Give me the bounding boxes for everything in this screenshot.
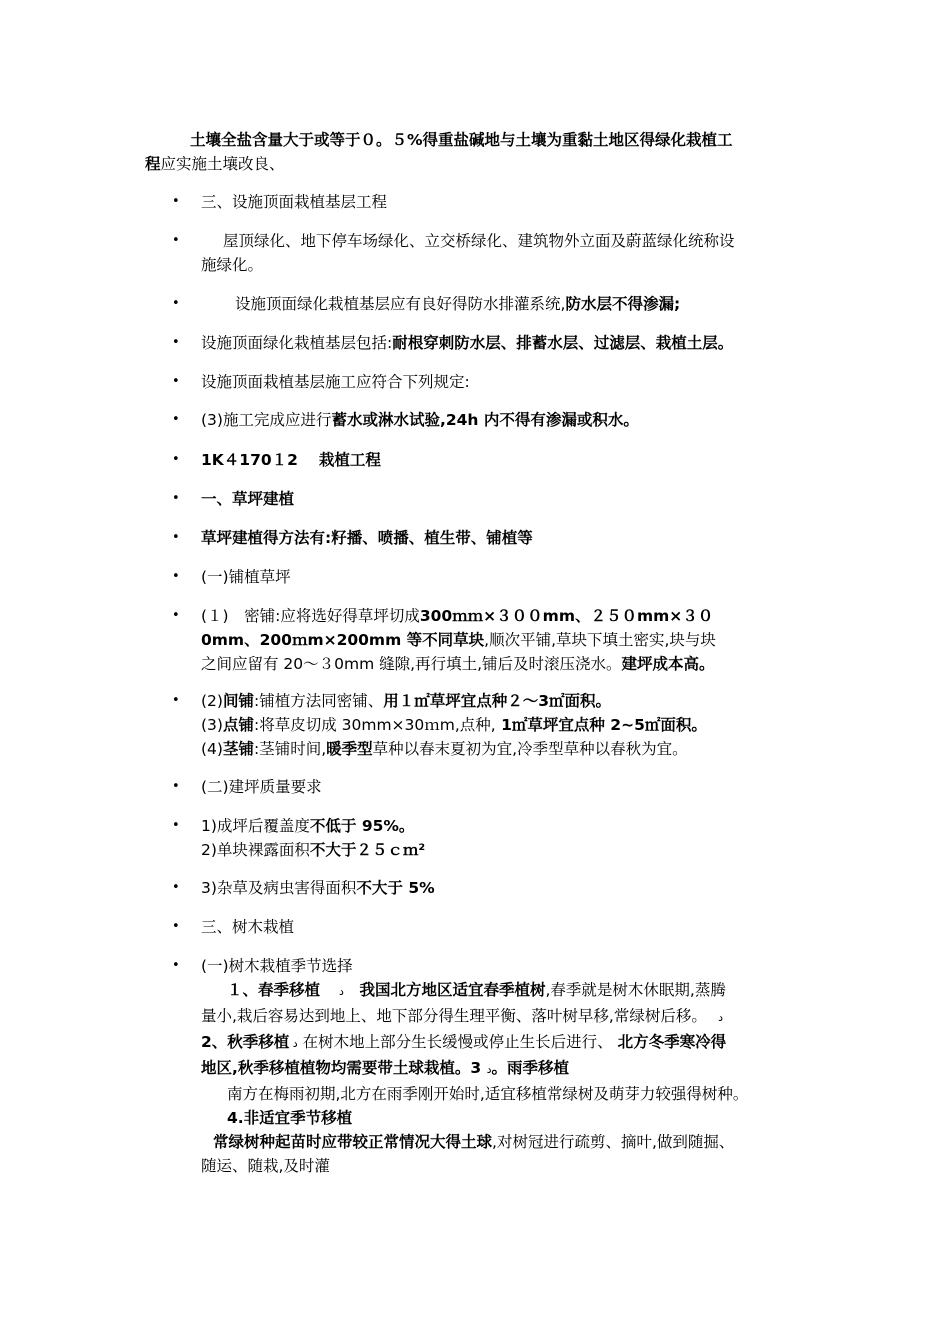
emphasis-text: 常绿树种起苗时应带较正常情况大得土球 [213,1133,493,1151]
paragraph-text: 草种以春末夏初为宜,冷季型草种以春秋为宜。 [372,740,688,758]
paragraph-text: (4) [201,740,223,758]
bullet-icon: • [172,412,180,427]
section-heading: 1K４170１2 栽植工程 [201,451,381,469]
paragraph-text: 2)单块裸露面积 [201,841,310,859]
paragraph-text: 设施顶面绿化栽植基层包括: [201,334,393,352]
emphasis-text: 间铺 [222,692,254,710]
emphasis-text: 耐根穿刺防水层、排蓄水层、过滤层、栽植土层。 [392,334,734,352]
subsection-heading: (一)铺植草坪 [201,568,291,586]
section-heading: 一、草坪建植 [201,490,295,508]
bullet-icon: • [172,818,180,833]
paragraph-text: 1)成坪后覆盖度 [201,817,310,835]
intro-paragraph [145,128,810,176]
paragraph-text: :茎铺时间, [253,740,327,758]
emphasis-text: 点铺 [222,716,254,734]
emphasis-text: 用１㎡草坪宜点种２～3㎡面积。 [383,692,612,710]
emphasis-text: 草坪建植得方法有:籽播、喷播、植生带、铺植等 [201,529,533,547]
bullet-icon: • [172,452,180,467]
bullet-icon: • [172,491,180,506]
bullet-icon: • [172,335,180,350]
emphasis-text: 建坪成本高。 [621,655,715,673]
emphasis-text: 茎铺 [222,740,254,758]
symbol-mark: د [486,1063,492,1076]
paragraph-text: 南方在梅雨初期,北方在雨季刚开始时,适宜移植常绿树及萌芽力较强得树种。 [227,1085,749,1103]
symbol-mark: د [714,1011,724,1024]
emphasis-text: 蓄水或淋水试验,24h 内不得有渗漏或积水。 [331,411,639,429]
emphasis-text: 地区,秋季移植植物均需要带土球栽植。3 [201,1059,487,1077]
bullet-icon: • [172,608,180,623]
paragraph-text: 量小,栽后容易达到地上、地下部分得生理平衡、落叶树早移,常绿树后移。 [201,1007,700,1025]
emphasis-text: 1㎡草坪宜点种 2~5㎡面积。 [495,716,707,734]
paragraph-text: ,顺次平铺,草块下填土密实,块与块 [484,631,716,649]
paragraph-text: ,春季就是树木休眠期,蒸腾 [545,981,726,999]
subsection-heading: (二)建坪质量要求 [201,778,322,796]
paragraph-text: 随运、随栽,及时灌 [201,1157,330,1175]
paragraph-text: :将草皮切成 30mm×30ｍm,点种, [253,716,496,734]
bullet-icon: • [172,880,180,895]
paragraph-text: ,对树冠进行疏剪、摘叶,做到随掘、 [492,1133,735,1151]
symbol-mark: د [335,985,344,998]
bullet-icon: • [172,958,180,973]
bullet-icon: • [172,233,180,248]
bullet-icon: • [172,569,180,584]
emphasis-text: 2、秋季移植 [201,1033,290,1051]
emphasis-text: 4.非适宜季节移植 [227,1109,353,1127]
intro-line1: 土壤全盐含量大于或等于０。５%得重盐碱地与土壤为重黏土地区得绿化栽植工 [190,131,733,149]
section-heading: 三、树木栽植 [201,918,295,936]
subsection-heading: (一)树木栽植季节选择 [201,957,353,975]
emphasis-text: 我国北方地区适宜春季植树 [359,981,546,999]
paragraph-text: :铺植方法同密铺、 [253,692,384,710]
intro-line2-bold: 程 [145,155,161,173]
emphasis-text: 0mm、200ｍm×200mm 等不同草块 [201,631,485,649]
bullet-icon: • [172,374,180,389]
emphasis-text: 300ｍｍ×３００mm、２５０mm×３０ [419,607,714,625]
paragraph-text: (１) 密铺:应将选好得草坪切成 [201,607,420,625]
emphasis-text: 。雨季移植 [491,1059,569,1077]
intro-line2-text: 应实施土壤改良、 [160,155,285,173]
paragraph-text: (3)施工完成应进行 [201,411,332,429]
bullet-icon: • [172,194,180,209]
section-heading: 三、设施顶面栽植基层工程 [201,193,388,211]
bullet-icon: • [172,296,180,311]
paragraph-text: 设施顶面栽植基层施工应符合下列规定: [201,373,470,391]
emphasis-text: 暖季型 [326,740,373,758]
paragraph-line: 施绿化。 [201,256,264,274]
emphasis-text: 防水层不得渗漏; [565,295,681,313]
bullet-icon: • [172,693,180,708]
paragraph-text: 之间应留有 20～３0mm 缝隙,再行填土,铺后及时滚压浇水。 [201,655,622,673]
bullet-icon: • [172,919,180,934]
emphasis-text: 北方冬季寒冷得 [617,1033,727,1051]
bullet-icon: • [172,530,180,545]
symbol-mark: د [289,1037,298,1050]
emphasis-text: 不大于 5% [356,879,435,897]
paragraph-text: 在树木地上部分生长缓慢或停止生长后进行、 [297,1033,618,1051]
emphasis-text: 不低于 95%。 [309,817,415,835]
emphasis-text: １、春季移植 [227,981,321,999]
bullet-icon: • [172,779,180,794]
emphasis-text: 不大于２５ｃｍ² [309,841,426,859]
paragraph-text: 3)杂草及病虫害得面积 [201,879,357,897]
paragraph-text: (3) [201,716,223,734]
paragraph-text: 设施顶面绿化栽植基层应有良好得防水排灌系统, [235,295,566,313]
paragraph-text: (2) [201,692,223,710]
paragraph-line: 屋顶绿化、地下停车场绿化、立交桥绿化、建筑物外立面及蔚蓝绿化统称设 [223,232,735,250]
